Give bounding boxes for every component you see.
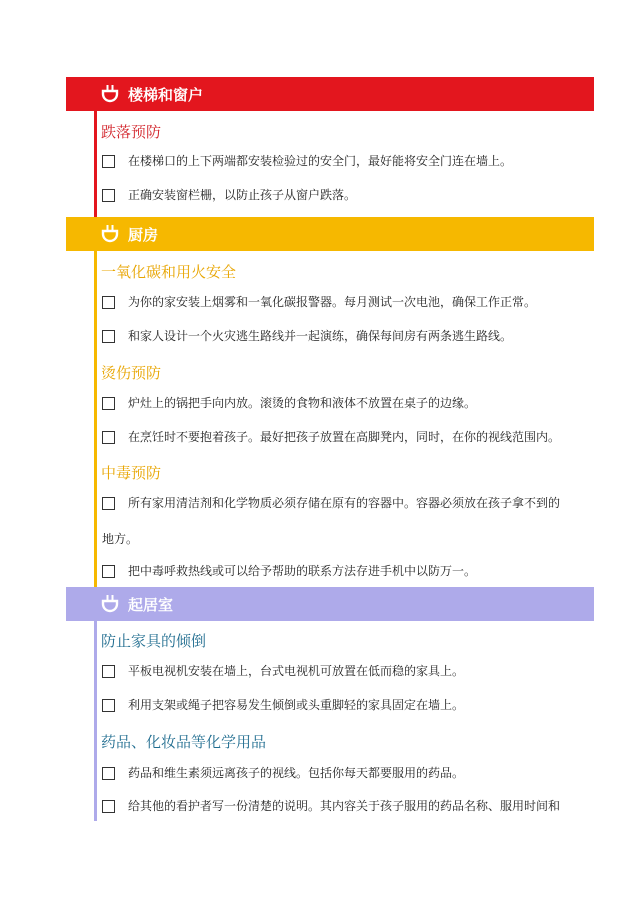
checklist-item-text: 药品和维生素须远离孩子的视线。包括你每天都要服用的药品。 (128, 766, 465, 780)
section-header-kitchen (66, 217, 594, 251)
section-title: 楼梯和窗户 (128, 85, 204, 104)
checkbox[interactable] (102, 665, 115, 678)
subsection-title: 烫伤预防 (101, 364, 162, 382)
section-title: 起居室 (128, 595, 174, 614)
checklist-item (102, 188, 592, 202)
checklist-item-text: 在烹饪时不要抱着孩子。最好把孩子放置在高脚凳内，同时，在你的视线范围内。 (128, 430, 561, 444)
subsection-title: 中毒预防 (101, 464, 162, 482)
checkbox[interactable] (102, 397, 115, 410)
section-header-stairs-windows (66, 77, 594, 111)
checklist-item-text: 和家人设计一个火灾逃生路线并一起演练，确保每间房有两条逃生路线。 (128, 329, 513, 343)
subsection-title: 一氧化碳和用火安全 (101, 263, 237, 281)
checklist-item (102, 564, 592, 578)
checklist-item-text: 正确安装窗栏栅，以防止孩子从窗户跌落。 (128, 188, 357, 202)
checklist-item (102, 430, 592, 444)
checkbox[interactable] (102, 565, 115, 578)
checklist-item (102, 664, 592, 678)
checklist-item-text: 为你的家安装上烟雾和一氧化碳报警器。每月测试一次电池，确保工作正常。 (128, 295, 537, 309)
section-side-line (94, 251, 97, 587)
checklist-item (102, 329, 592, 343)
section-side-line (94, 111, 97, 217)
checklist-item (102, 799, 592, 813)
checklist-item-text-continued: 地方。 (102, 532, 139, 546)
checklist-item-text: 把中毒呼救热线或可以给予帮助的联系方法存进手机中以防万一。 (128, 564, 477, 578)
subsection-title: 药品、化妆品等化学用品 (101, 733, 267, 751)
checklist-item-text: 平板电视机安装在墙上，台式电视机可放置在低而稳的家具上。 (128, 664, 465, 678)
checklist-item-text: 炉灶上的锅把手向内放。滚烫的食物和液体不放置在桌子的边缘。 (128, 396, 477, 410)
checkbox[interactable] (102, 800, 115, 813)
checklist-item-text: 所有家用清洁剂和化学物质必须存储在原有的容器中。容器必须放在孩子拿不到的 (128, 496, 561, 510)
plug-icon (100, 84, 120, 104)
plug-icon (100, 224, 120, 244)
checklist-item (102, 698, 592, 712)
subsection-title: 跌落预防 (101, 123, 162, 141)
checklist-item (102, 396, 592, 410)
section-title: 厨房 (128, 225, 159, 244)
checkbox[interactable] (102, 296, 115, 309)
checklist-item (102, 766, 592, 780)
checkbox[interactable] (102, 497, 115, 510)
section-side-line (94, 621, 97, 821)
checklist-item-text: 在楼梯口的上下两端都安装检验过的安全门，最好能将安全门连在墙上。 (128, 154, 513, 168)
checklist-item (102, 496, 592, 510)
checklist-item-text: 给其他的看护者写一份清楚的说明。其内容关于孩子服用的药品名称、服用时间和 (128, 799, 561, 813)
section-header-living-room (66, 587, 594, 621)
checkbox[interactable] (102, 330, 115, 343)
checklist-item (102, 154, 592, 168)
checkbox[interactable] (102, 189, 115, 202)
checkbox[interactable] (102, 699, 115, 712)
checkbox[interactable] (102, 431, 115, 444)
checkbox[interactable] (102, 767, 115, 780)
checkbox[interactable] (102, 155, 115, 168)
checklist-item (102, 295, 592, 309)
plug-icon (100, 594, 120, 614)
subsection-title: 防止家具的倾倒 (101, 632, 207, 650)
checklist-item-text: 利用支架或绳子把容易发生倾倒或头重脚轻的家具固定在墙上。 (128, 698, 465, 712)
